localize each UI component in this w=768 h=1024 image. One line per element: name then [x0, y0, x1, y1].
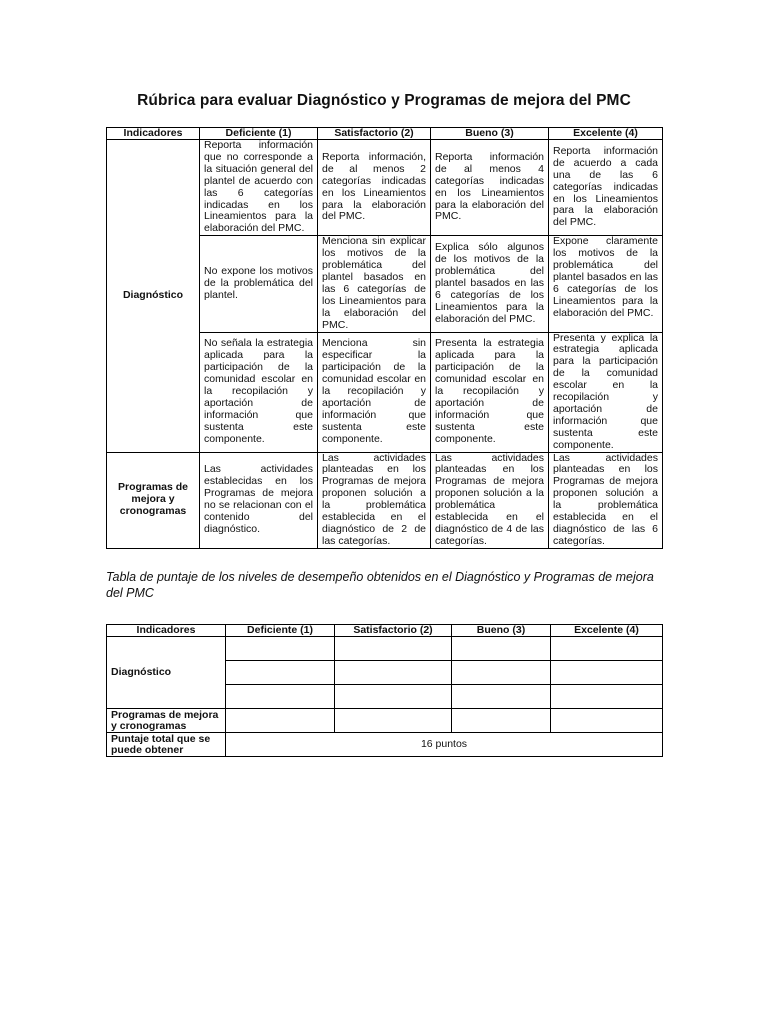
table-cell: No expone los motivos de la problemática del plantel.: [200, 236, 318, 332]
header-bueno: Bueno (3): [431, 128, 549, 140]
table-cell: Las actividades planteadas en los Programas de mejora proponen solución a la problemática establecida en el diagnóstico de 4 de las categorías.: [431, 452, 549, 548]
table-cell: Reporta información de acuerdo a cada una de las 6 categorías indicadas en los Lineamientos para la elaboración del PMC.: [549, 140, 663, 236]
table-header-row: [107, 128, 663, 140]
table-row: [107, 140, 663, 236]
table-cell: Presenta y explica la estrategia aplicada para la participación de la comunidad escolar en la recopilación y aportación de información que sustenta este componente.: [549, 332, 663, 452]
table-cell: Presenta la estrategia aplicada para la participación de la comunidad escolar en la recopilación y aportación de información que sustenta este componente.: [431, 332, 549, 452]
table-cell: Menciona sin explicar los motivos de la problemática del plantel basados en las 6 categorías de los Lineamientos para la elaboración del PMC.: [318, 236, 431, 332]
table-cell: Las actividades planteadas en los Programas de mejora proponen solución a la problemática establecida en el diagnóstico de las 6 categorías.: [549, 452, 663, 548]
indicator-diagnostico: Diagnóstico: [107, 140, 200, 453]
score-cell: [226, 709, 335, 733]
total-label: Puntaje total que se puede obtener: [107, 733, 226, 757]
header-satisfactorio: Satisfactorio (2): [335, 625, 452, 637]
score-cell: [335, 661, 452, 685]
score-cell: [335, 685, 452, 709]
score-cell: [551, 709, 663, 733]
table-cell: Las actividades establecidas en los Programas de mejora no se relacionan con el contenido del diagnóstico.: [200, 452, 318, 548]
score-cell: [551, 637, 663, 661]
score-cell: [226, 685, 335, 709]
header-satisfactorio: Satisfactorio (2): [318, 128, 431, 140]
score-cell: [551, 685, 663, 709]
table-cell: Reporta información que no corresponde a la situación general del plantel de acuerdo con las 6 categorías indicadas en los Lineamientos para la elaboración del PMC.: [200, 140, 318, 236]
rubric-table: [106, 127, 663, 549]
score-table-caption: Tabla de puntaje de los niveles de desempeño obtenidos en el Diagnóstico y Programas de mejora del PMC: [106, 570, 654, 600]
score-cell: [452, 685, 551, 709]
header-deficiente: Deficiente (1): [226, 625, 335, 637]
header-deficiente: Deficiente (1): [200, 128, 318, 140]
table-cell: Reporta información, de al menos 2 categorías indicadas en los Lineamientos para la elaboración del PMC.: [318, 140, 431, 236]
table-row: [107, 709, 663, 733]
score-cell: [452, 661, 551, 685]
indicator-diagnostico: Diagnóstico: [107, 637, 226, 709]
header-excelente: Excelente (4): [549, 128, 663, 140]
header-indicadores: Indicadores: [107, 128, 200, 140]
table-cell: No señala la estrategia aplicada para la participación de la comunidad escolar en la recopilación y aportación de información que sustenta este componente.: [200, 332, 318, 452]
table-row: [107, 452, 663, 548]
score-cell: [452, 709, 551, 733]
total-value: 16 puntos: [226, 733, 663, 757]
score-cell: [335, 637, 452, 661]
table-cell: Menciona sin especificar la participación de la comunidad escolar en la recopilación y aportación de información que sustenta este componente.: [318, 332, 431, 452]
indicator-programas: Programas de mejora y cronogramas: [107, 709, 226, 733]
score-cell: [452, 637, 551, 661]
table-cell: Explica sólo algunos de los motivos de la problemática del plantel basados en las 6 categorías de los Lineamientos para la elaboración del PMC.: [431, 236, 549, 332]
table-cell: Expone claramente los motivos de la problemática del plantel basados en las 6 categorías de los Lineamientos para la elaboración del PMC.: [549, 236, 663, 332]
table-header-row: [107, 625, 663, 637]
score-table: [106, 624, 663, 757]
table-cell: Las actividades planteadas en los Programas de mejora proponen solución a la problemática establecida en el diagnóstico de 2 de las categorías.: [318, 452, 431, 548]
header-excelente: Excelente (4): [551, 625, 663, 637]
header-bueno: Bueno (3): [452, 625, 551, 637]
table-row: [107, 637, 663, 661]
score-cell: [226, 637, 335, 661]
document-title: Rúbrica para evaluar Diagnóstico y Programas de mejora del PMC: [137, 92, 631, 109]
score-cell: [551, 661, 663, 685]
table-row: [107, 733, 663, 757]
score-cell: [226, 661, 335, 685]
score-cell: [335, 709, 452, 733]
indicator-programas: Programas de mejora y cronogramas: [107, 452, 200, 548]
header-indicadores: Indicadores: [107, 625, 226, 637]
table-cell: Reporta información de al menos 4 categorías indicadas en los Lineamientos para la elaboración del PMC.: [431, 140, 549, 236]
